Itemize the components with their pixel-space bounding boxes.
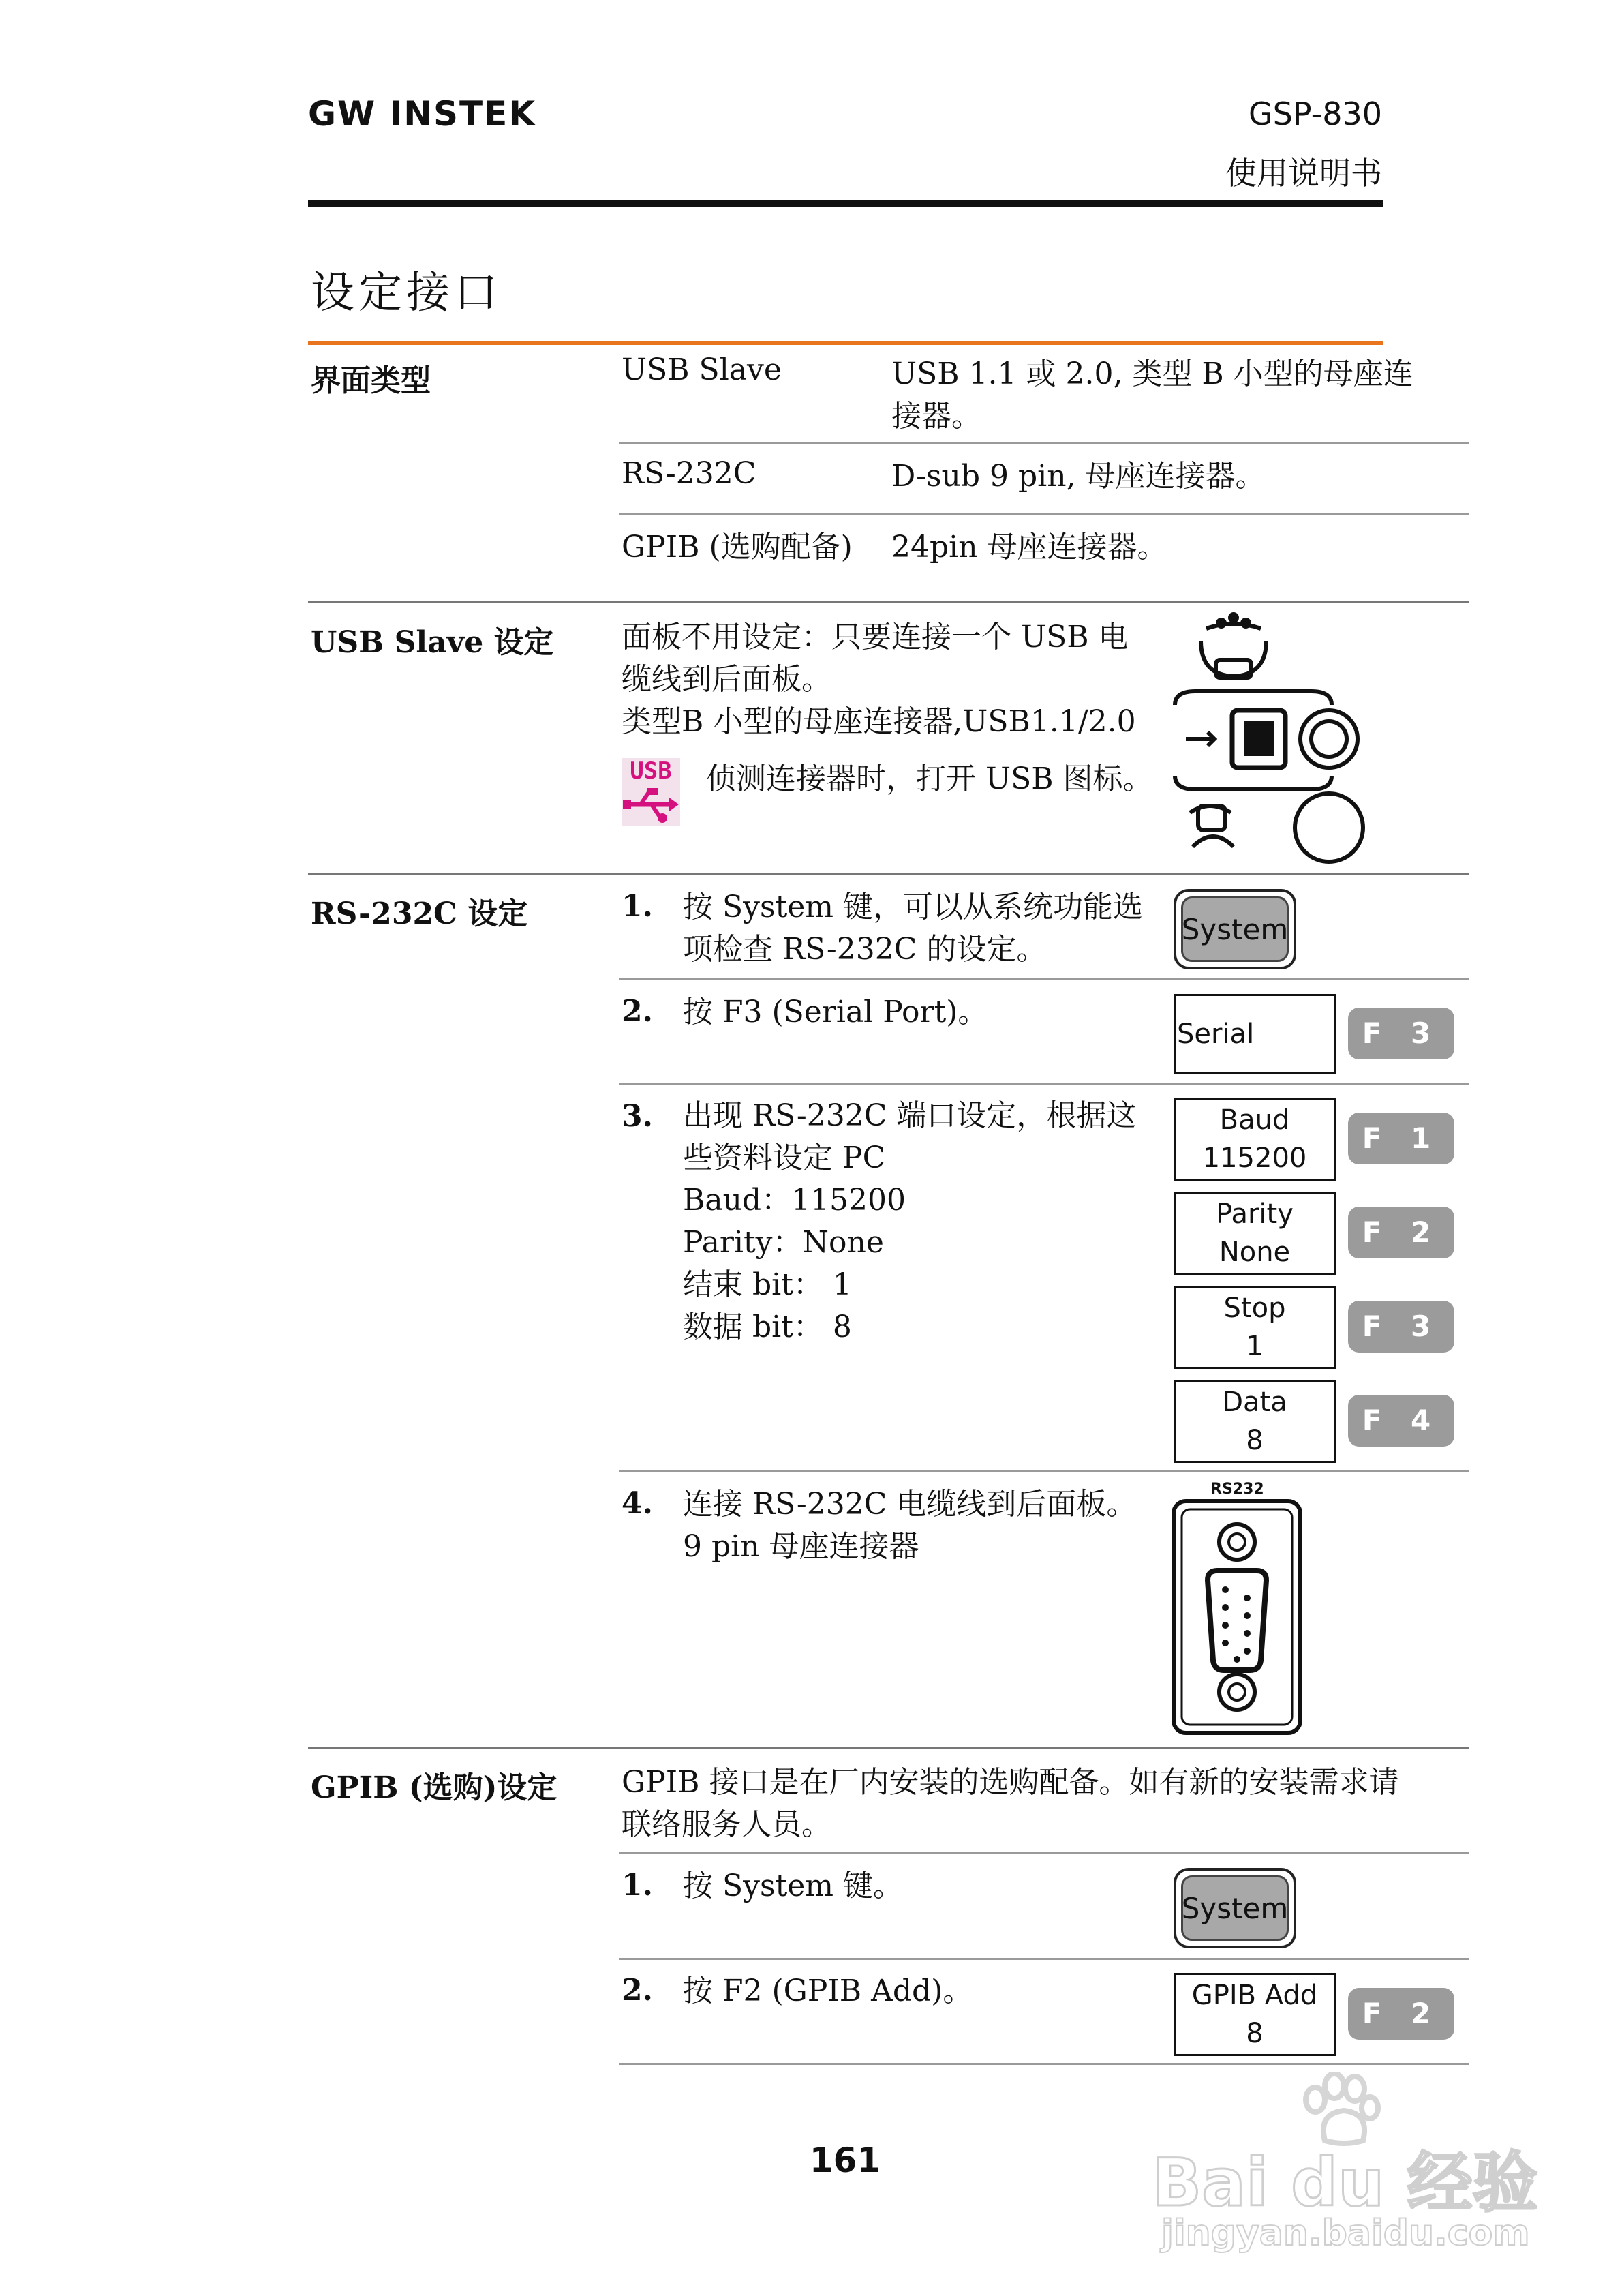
softkey-line: Data bbox=[1222, 1387, 1287, 1418]
usb-icon-text: USB bbox=[630, 757, 672, 785]
watermark-brand: Bai du 经验 bbox=[1152, 2145, 1538, 2221]
section-divider bbox=[308, 873, 1469, 875]
step-number: 3. bbox=[622, 1099, 653, 1134]
gpib-label: GPIB (选购)设定 bbox=[311, 1770, 557, 1805]
data-bit-softkey[interactable] bbox=[1174, 1380, 1336, 1463]
row-divider bbox=[619, 978, 1469, 980]
step-number: 1. bbox=[622, 889, 653, 924]
step-number: 4. bbox=[622, 1486, 653, 1521]
row-divider bbox=[619, 1470, 1469, 1472]
iface-usb-desc-2: 接器。 bbox=[891, 399, 981, 434]
rs232-step4-line: 连接 RS-232C 电缆线到后面板。 bbox=[683, 1487, 1137, 1522]
gpib-address-softkey[interactable] bbox=[1174, 1973, 1336, 2056]
softkey-line: 8 bbox=[1246, 2018, 1264, 2049]
section-title: 设定接口 bbox=[311, 268, 502, 318]
rs232-step3-line: Parity：None bbox=[683, 1225, 884, 1260]
iface-rs232-desc: D-sub 9 pin, 母座连接器。 bbox=[891, 459, 1266, 494]
watermark-url: jingyan.baidu.com bbox=[1161, 2213, 1530, 2254]
system-key-label: System bbox=[1181, 1875, 1289, 1941]
usb-trident-icon bbox=[622, 784, 680, 825]
row-divider bbox=[619, 1083, 1469, 1085]
step-number: 1. bbox=[622, 1868, 653, 1903]
rs232-step4-line: 9 pin 母座连接器 bbox=[683, 1529, 919, 1564]
rs232-step3-line: Baud：115200 bbox=[683, 1183, 906, 1218]
rs232-step3-line: 些资料设定 PC bbox=[683, 1141, 886, 1175]
step-number: 2. bbox=[622, 1973, 653, 2008]
usb-slave-line: 面板不用设定：只要连接一个 USB 电 bbox=[622, 620, 1129, 654]
softkey-line: GPIB Add bbox=[1191, 1980, 1318, 2011]
row-divider bbox=[619, 1852, 1469, 1854]
row-divider bbox=[619, 442, 1469, 444]
gpib-step2-text: 按 F2 (GPIB Add)。 bbox=[683, 1974, 973, 2008]
iface-rs232-name: RS-232C bbox=[622, 456, 756, 491]
iface-usb-name: USB Slave bbox=[622, 352, 782, 387]
softkey-line: Stop bbox=[1223, 1293, 1286, 1324]
usb-status-icon bbox=[622, 758, 680, 826]
f3-key[interactable]: F 3 bbox=[1348, 1301, 1454, 1353]
rs232-connector-label: RS232 bbox=[1210, 1481, 1264, 1498]
iface-gpib-name: GPIB (选购配备) bbox=[622, 530, 853, 564]
baud-softkey[interactable] bbox=[1174, 1098, 1336, 1181]
serial-port-softkey[interactable]: Serial bbox=[1174, 994, 1336, 1074]
brand-logo: GW INSTEK bbox=[308, 94, 537, 134]
rs232-step3-line: 结束 bit： 1 bbox=[683, 1267, 852, 1302]
f3-key[interactable]: F 3 bbox=[1348, 1008, 1454, 1059]
row-divider bbox=[619, 2063, 1469, 2065]
f2-key[interactable]: F 2 bbox=[1348, 1988, 1454, 2040]
title-rule bbox=[308, 341, 1383, 345]
rs232-step1-line: 项检查 RS-232C 的设定。 bbox=[683, 932, 1047, 967]
softkey-line: 115200 bbox=[1202, 1143, 1307, 1174]
step-number: 2. bbox=[622, 994, 653, 1029]
system-key-button[interactable] bbox=[1174, 889, 1296, 969]
db9-connector-illustration bbox=[1171, 1498, 1303, 1736]
gpib-step1-text: 按 System 键。 bbox=[683, 1869, 903, 1903]
softkey-line: Parity bbox=[1216, 1198, 1294, 1230]
manual-title: 使用说明书 bbox=[1225, 155, 1382, 192]
rs232-step3-line: 数据 bit： 8 bbox=[683, 1310, 852, 1344]
parity-softkey[interactable] bbox=[1174, 1192, 1336, 1275]
usb-slave-line: 类型B 小型的母座连接器,USB1.1/2.0 bbox=[622, 704, 1136, 739]
model-number: GSP-830 bbox=[1249, 95, 1382, 132]
header-rule bbox=[308, 200, 1383, 207]
interface-type-label: 界面类型 bbox=[311, 363, 431, 398]
f4-key[interactable]: F 4 bbox=[1348, 1395, 1454, 1447]
rs232-step3-line: 出现 RS-232C 端口设定，根据这 bbox=[683, 1098, 1137, 1133]
section-divider bbox=[308, 1747, 1469, 1749]
softkey-line: 8 bbox=[1246, 1425, 1264, 1456]
f1-key[interactable]: F 1 bbox=[1348, 1113, 1454, 1164]
softkey-line: 1 bbox=[1246, 1331, 1264, 1362]
baidu-watermark bbox=[1152, 2072, 1538, 2277]
row-divider bbox=[619, 513, 1469, 515]
usb-icon-note: 侦测连接器时，打开 USB 图标。 bbox=[706, 761, 1153, 796]
f2-key[interactable]: F 2 bbox=[1348, 1207, 1454, 1258]
usb-slave-label: USB Slave 设定 bbox=[311, 625, 554, 660]
stop-bit-softkey[interactable] bbox=[1174, 1286, 1336, 1369]
row-divider bbox=[619, 1958, 1469, 1960]
page-number: 161 bbox=[809, 2141, 881, 2180]
softkey-line: Baud bbox=[1219, 1104, 1290, 1136]
gpib-intro-line: GPIB 接口是在厂内安装的选购配备。如有新的安装需求请 bbox=[622, 1765, 1399, 1800]
system-key-label: System bbox=[1181, 896, 1289, 962]
rs232-step1-line: 按 System 键，可以从系统功能选 bbox=[683, 890, 1143, 924]
iface-gpib-desc: 24pin 母座连接器。 bbox=[891, 530, 1167, 564]
softkey-line: None bbox=[1219, 1237, 1291, 1268]
usb-slave-line: 缆线到后面板。 bbox=[622, 662, 831, 697]
rs232-step2-line: 按 F3 (Serial Port)。 bbox=[683, 995, 988, 1029]
system-key-button[interactable] bbox=[1174, 1868, 1296, 1948]
gpib-intro-line: 联络服务人员。 bbox=[622, 1807, 831, 1842]
rs232-label: RS-232C 设定 bbox=[311, 896, 528, 931]
section-divider bbox=[308, 601, 1469, 603]
iface-usb-desc: USB 1.1 或 2.0, 类型 B 小型的母座连 bbox=[891, 357, 1413, 391]
usb-rear-panel-illustration bbox=[1165, 608, 1370, 867]
